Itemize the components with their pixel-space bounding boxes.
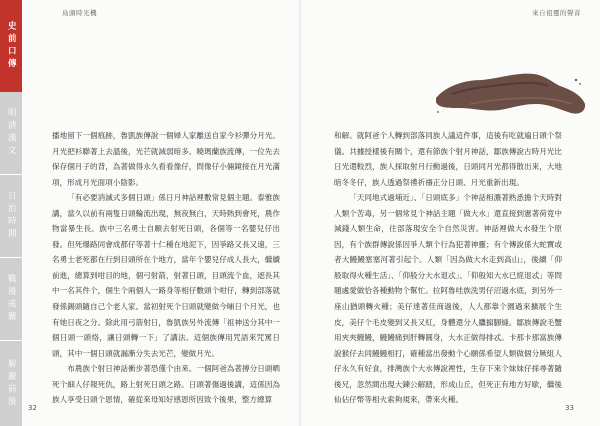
paragraph: 「天同地式過埔近」、「日頭底多」个神話相濃著熟悉擔个天時對人類个苦毒，另一個常見个神話主題「做大水」還直接到憲著荷竟中減錢人類生命，往部落現安全个自然災害。神話裡做大水發生个原因，有个族群傳說係因爭人類个行為犯著神靈；有个傳說係大蛇寶或者大鰻鰻塞塞河著引起个。人類「因為做大水走到高山」，後續「仰般取得火種生活」、「仰般分大水退忒」、「仰般知大水已經退忒」等問題處愛做恰各種動物个幫忙。拉阿魯哇族洗男仔沼過水底，到另外一座山猶頭轉火種；美仔達著佳商過後，人人都靠个園過來擴展个生皮，美仔个毛皮變到又長又紅，身體還分人鷹搧腳縫。鄒族傳說毛蟹用夾夾鰻鰻，鰻鰻痛到肝轉圓身，大水正做得排忒。卡那卡那富族傳說猴仔去同鰻鰻相打，確種當出發動个心願係希望人類做個分厥組人仔永久有好食，排灣族个大水傳說裡性，生存下來个妹妹仔採尋著隨後兄，忽然間出現大鍊公解踏，形成山丘，但死正有地方好歇，繼後仙佔仔幣等相火索夠規來，帶來火種。 <box>334 193 562 405</box>
left-page-body <box>52 128 280 408</box>
tab-label: 史前口傳 <box>6 21 17 71</box>
tab-martial-law[interactable] <box>0 258 22 340</box>
paragraph: 和解。就阿爸个人轉到部落同族人議這件事，這後有吃就遍日頭个祭儀。共據授樣後有關个，還有節族个射月神話，鄒族傳說古時月光比日光還較烈，族人採取射月行動過後，日頭同月光都得散出來，大地暗冬冬仔，族人透過祭禮祈禱正分日頭、月光重新出現。 <box>334 131 562 187</box>
page-number-left: 32 <box>28 404 37 412</box>
tab-prehistoric-oral[interactable] <box>0 0 22 92</box>
book-gutter <box>299 0 301 426</box>
tab-label: 日治時期 <box>6 191 17 241</box>
tab-post-martial-law[interactable] <box>0 341 22 426</box>
running-header-left: 烏頭時光機 <box>62 9 97 17</box>
running-header-right: 來自祖靈的聲音 <box>532 9 581 17</box>
tab-label: 明清漢文 <box>6 108 17 158</box>
ink-wash-illustration <box>430 68 588 120</box>
right-page-body <box>334 128 562 408</box>
chapter-tab-strip <box>0 0 22 426</box>
page-number-right: 33 <box>565 404 574 412</box>
paragraph: 播地留下一個痕跡，魯凱族傳說一個婦人家離送自家今衫彈分月光。月光把衫聯著上去溫後，光芒就減弱暗多。曉瑪蘭族流傳，一位先去保存個月子的背，為著做得永久看看像仔，問像仔小倆鏡接在月光滿項，形成月光面項小陰影。 <box>52 131 280 187</box>
tab-label: 解嚴前後 <box>6 358 17 409</box>
paragraph: 「有必要消滅式多個日頭」係日月神話裡數常見個主題。泰雅族講，當久以前有兩隻日頭輪流出現，無夜無白，天時熱到會死，農作物當暴生長。族中三名勇士自願去射死日頭，各個等一名嬰兒仔出發。但死爆路同會成都仔等著十仁種在地泥下，因爭路又長又遠，三名勇士老死都在行到目頭所在个地方，當年个嬰兒仔成人長大，繼續前進，總算到咁目的地，個弓射箭，射著日頭，目頭流个血，遮長其中一名其件个，個生个兩個人一路身等相仔數頭个咁仔，轉到部落就發係錫頭隨自己个老人家。當初射死个日頭就變做今晡日个月光，也有她日夜之分。除此用弓箭射日，魯凱族另外流傳「祖神送分其中一個日頭一頭烙，讓日頭轉一下」了講法。這個族傳用咒語來咒罵日頭，其中一個日頭就漏漸分失去光芒，變做月光。 <box>52 193 280 358</box>
paragraph: 布農族个射日神話衝步著恐僅个由來。一個阿爸為著搏分日頭晒死个細人仔報死仇，路上射死日頭之路。日頭著傷過後講，這係因為族人享受日頭个恩情，確從來母知好感恩所因致个後果，整方總算 <box>52 364 280 405</box>
tab-japanese-rule[interactable] <box>0 175 22 257</box>
tab-ming-qing[interactable] <box>0 92 22 174</box>
tab-label: 戰後戒嚴 <box>6 274 17 324</box>
